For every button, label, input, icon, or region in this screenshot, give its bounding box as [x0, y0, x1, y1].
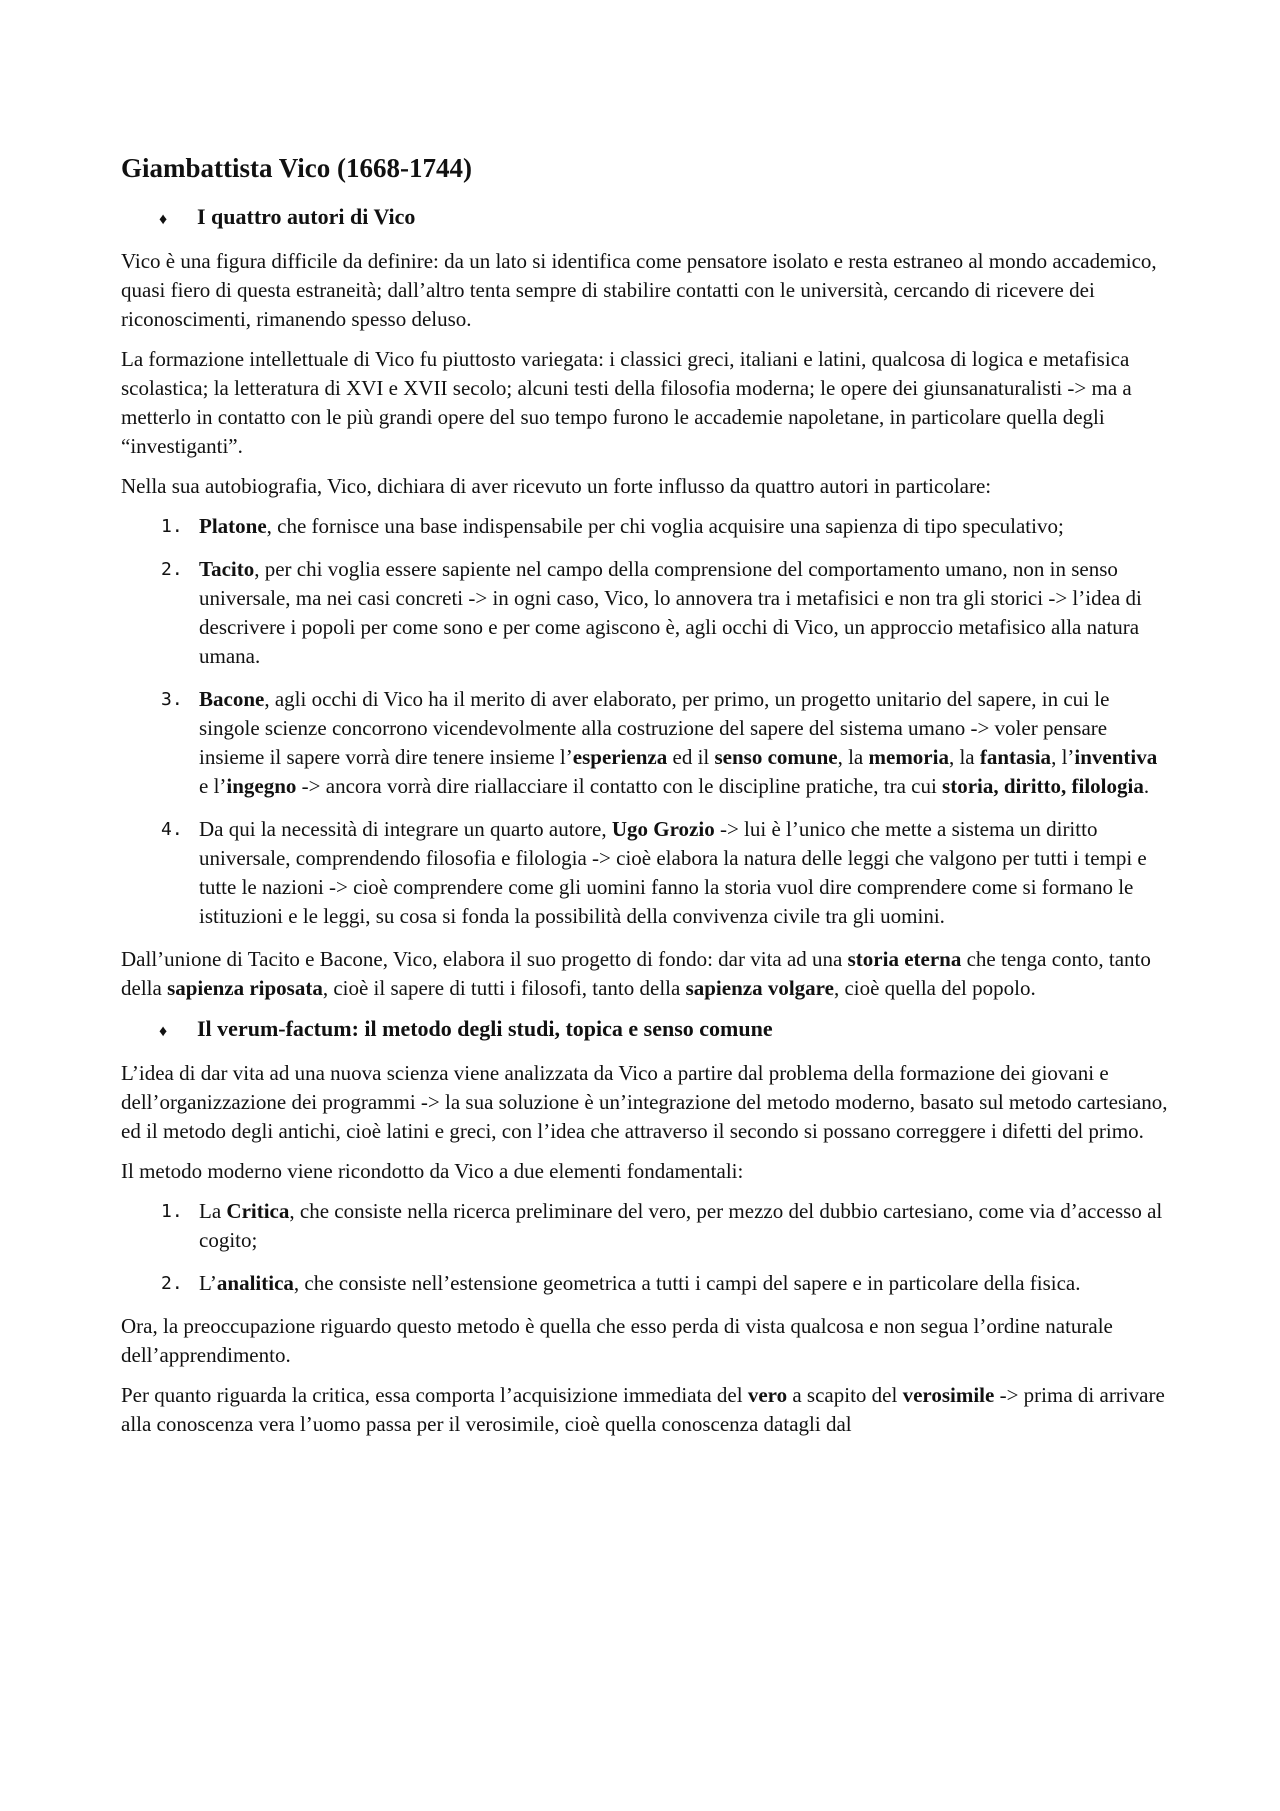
list-item — [121, 512, 1169, 541]
list-number: 3. — [161, 689, 183, 710]
document-page — [121, 150, 1169, 1450]
bold-term: inventiva — [1074, 745, 1158, 769]
paragraph: Il metodo moderno viene ricondotto da Vico a due elementi fondamentali: — [121, 1159, 744, 1183]
list-item-text: Platone, che fornisce una base indispensabile per chi voglia acquisire una sapienza di tipo speculativo; — [199, 514, 1064, 538]
list-number: 1. — [161, 1201, 183, 1222]
list-item-text: Tacito, per chi voglia essere sapiente nel campo della comprensione del comportamento umano, non in senso universale, ma nei casi concreti -> in ogni caso, Vico, lo annovera tra i metafisici e non tra gli storici -> l’idea di descrivere i popoli per come sono e per come agiscono è, agli occhi di Vico, un approccio metafisico alla natura umana. — [199, 557, 1142, 668]
bold-term: fantasia — [979, 745, 1052, 769]
bold-term: Ugo Grozio — [611, 817, 715, 841]
list-number: 2. — [161, 1273, 183, 1294]
bold-term: Bacone — [199, 687, 265, 711]
list-number: 4. — [161, 819, 183, 840]
section-heading-text: Il verum-factum: il metodo degli studi, topica e senso comune — [197, 1016, 773, 1041]
paragraph: Ora, la preoccupazione riguardo questo metodo è quella che esso perda di vista qualcosa e non segua l’ordine naturale dell’apprendimento. — [121, 1314, 1113, 1367]
section-heading-text: I quattro autori di Vico — [197, 204, 416, 229]
paragraph: Nella sua autobiografia, Vico, dichiara di aver ricevuto un forte influsso da quattro autori in particolare: — [121, 474, 992, 498]
bold-term: esperienza — [572, 745, 668, 769]
page-title: Giambattista Vico (1668-1744) — [121, 153, 472, 183]
bold-term: storia, diritto, filologia — [942, 774, 1144, 798]
bold-term: Critica — [226, 1199, 290, 1223]
paragraph: Dall’unione di Tacito e Bacone, Vico, elabora il suo progetto di fondo: dar vita ad una storia eterna che tenga conto, tanto della sapienza riposata, cioè il sapere di tutti i filosofi, tanto della sapienza volgare, cioè quella del popolo. — [121, 947, 1151, 1000]
bold-term: Platone — [199, 514, 267, 538]
bold-term: Tacito — [199, 557, 255, 581]
list-item — [121, 1197, 1169, 1255]
bold-term: analitica — [216, 1271, 294, 1295]
list-item — [121, 555, 1169, 671]
paragraph: Vico è una figura difficile da definire: da un lato si identifica come pensatore isolato e resta estraneo al mondo accademico, quasi fiero di questa estraneità; dall’altro tenta sempre di stabilire contatti con le università, cercando di ricevere dei riconoscimenti, rimanendo spesso deluso. — [121, 249, 1157, 331]
bold-term: memoria — [868, 745, 949, 769]
bold-term: sapienza riposata — [167, 976, 323, 1000]
bold-term: sapienza volgare — [685, 976, 834, 1000]
bold-term: verosimile — [902, 1383, 995, 1407]
bold-term: ingegno — [226, 774, 297, 798]
authors-list — [121, 512, 1169, 931]
list-number: 2. — [161, 559, 183, 580]
list-item — [121, 815, 1169, 931]
bold-term: storia eterna — [847, 947, 962, 971]
method-list — [121, 1197, 1169, 1298]
diamond-bullet-icon: ♦ — [159, 1023, 168, 1040]
paragraph: La formazione intellettuale di Vico fu piuttosto variegata: i classici greci, italiani e latini, qualcosa di logica e metafisica scolastica; la letteratura di XVI e XVII secolo; alcuni testi della filosofia moderna; le opere dei giunsanaturalisti -> ma a metterlo in contatto con le più grandi opere del suo tempo furono le accademie napoletane, in particolare quella degli “investiganti”. — [121, 347, 1132, 458]
bold-term: senso comune — [714, 745, 838, 769]
section-heading-verum-factum — [121, 1014, 1169, 1047]
diamond-bullet-icon: ♦ — [159, 211, 168, 228]
bold-term: vero — [747, 1383, 788, 1407]
list-item — [121, 1269, 1169, 1298]
list-number: 1. — [161, 516, 183, 537]
list-item-text: La Critica, che consiste nella ricerca preliminare del vero, per mezzo del dubbio cartesiano, come via d’accesso al cogito; — [199, 1199, 1163, 1252]
section-heading-authors — [121, 202, 1169, 235]
list-item-text: Bacone, agli occhi di Vico ha il merito di aver elaborato, per primo, un progetto unitario del sapere, in cui le singole scienze concorrono vicendevolmente alla costruzione del sapere del sistema umano -> voler pensare insieme il sapere vorrà dire tenere insieme l’esperienza ed il senso comune, la memoria, la fantasia, l’inventiva e l’ingegno -> ancora vorrà dire riallacciare il contatto con le discipline pratiche, tra cui storia, diritto, filologia. — [199, 687, 1158, 798]
paragraph: Per quanto riguarda la critica, essa comporta l’acquisizione immediata del vero a scapito del verosimile -> prima di arrivare alla conoscenza vera l’uomo passa per il verosimile, cioè quella conoscenza datagli dal — [121, 1383, 1165, 1436]
list-item-text: Da qui la necessità di integrare un quarto autore, Ugo Grozio -> lui è l’unico che mette a sistema un diritto universale, comprendendo filosofia e filologia -> cioè elabora la natura delle leggi che valgono per tutti i tempi e tutte le nazioni -> cioè comprendere come gli uomini fanno la storia vuol dire comprendere come si formano le istituzioni e le leggi, su cosa si fonda la possibilità della convivenza civile tra gli uomini. — [199, 817, 1147, 928]
list-item-text: L’analitica, che consiste nell’estensione geometrica a tutti i campi del sapere e in particolare della fisica. — [199, 1271, 1081, 1295]
paragraph: L’idea di dar vita ad una nuova scienza viene analizzata da Vico a partire dal problema della formazione dei giovani e dell’organizzazione dei programmi -> la sua soluzione è un’integrazione del metodo moderno, basato sul metodo cartesiano, ed il metodo degli antichi, cioè latini e greci, con l’idea che attraverso il secondo si possano correggere i difetti del primo. — [121, 1061, 1168, 1143]
list-item — [121, 685, 1169, 801]
